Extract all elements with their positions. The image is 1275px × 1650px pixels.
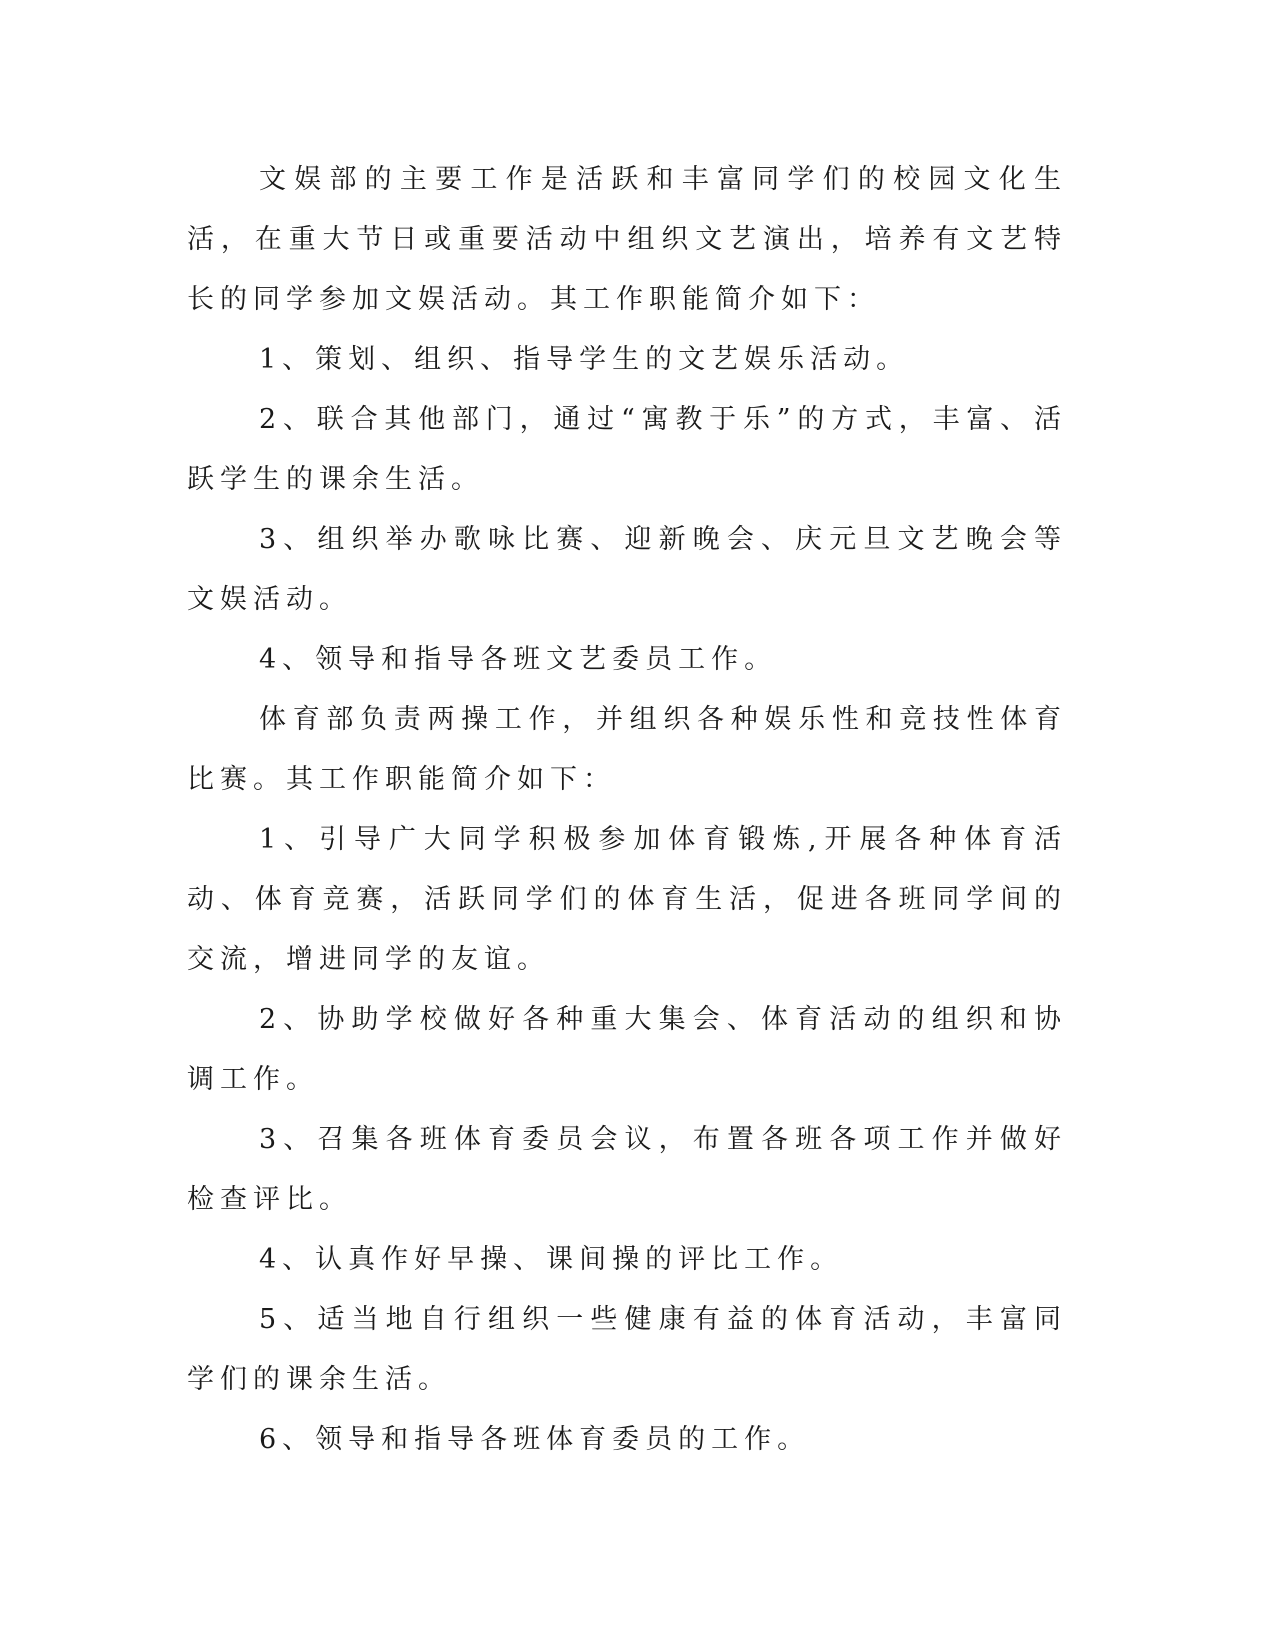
tiyu-item-4: 4、认真作好早操、课间操的评比工作。: [259, 1244, 844, 1275]
wenyu-item-4: 4、领导和指导各班文艺委员工作。: [259, 644, 778, 675]
intro-paragraph-tiyu: 体育部负责两操工作，并组织各种娱乐性和竞技性体育比赛。其工作职能简介如下：: [187, 704, 1067, 795]
tiyu-item-6: 6、领导和指导各班体育委员的工作。: [259, 1424, 811, 1455]
tiyu-item-3: 3、召集各班体育委员会议，布置各班各项工作并做好检查评比。: [187, 1124, 1067, 1215]
wenyu-item-3: 3、组织举办歌咏比赛、迎新晚会、庆元旦文艺晚会等文娱活动。: [187, 524, 1067, 615]
tiyu-item-1: 1、引导广大同学积极参加体育锻炼,开展各种体育活动、体育竞赛，活跃同学们的体育生活，促进各班同学间的交流，增进同学的友谊。: [187, 824, 1067, 975]
intro-paragraph-wenyu: 文娱部的主要工作是活跃和丰富同学们的校园文化生活，在重大节日或重要活动中组织文艺演出，培养有文艺特长的同学参加文娱活动。其工作职能简介如下：: [187, 164, 1067, 315]
tiyu-item-2: 2、协助学校做好各种重大集会、体育活动的组织和协调工作。: [187, 1004, 1067, 1095]
wenyu-item-1: 1、策划、组织、指导学生的文艺娱乐活动。: [259, 344, 910, 375]
tiyu-item-5: 5、适当地自行组织一些健康有益的体育活动，丰富同学们的课余生活。: [187, 1304, 1067, 1395]
wenyu-item-2: 2、联合其他部门，通过“寓教于乐”的方式，丰富、活跃学生的课余生活。: [187, 404, 1067, 495]
document-body: [187, 150, 1067, 1470]
